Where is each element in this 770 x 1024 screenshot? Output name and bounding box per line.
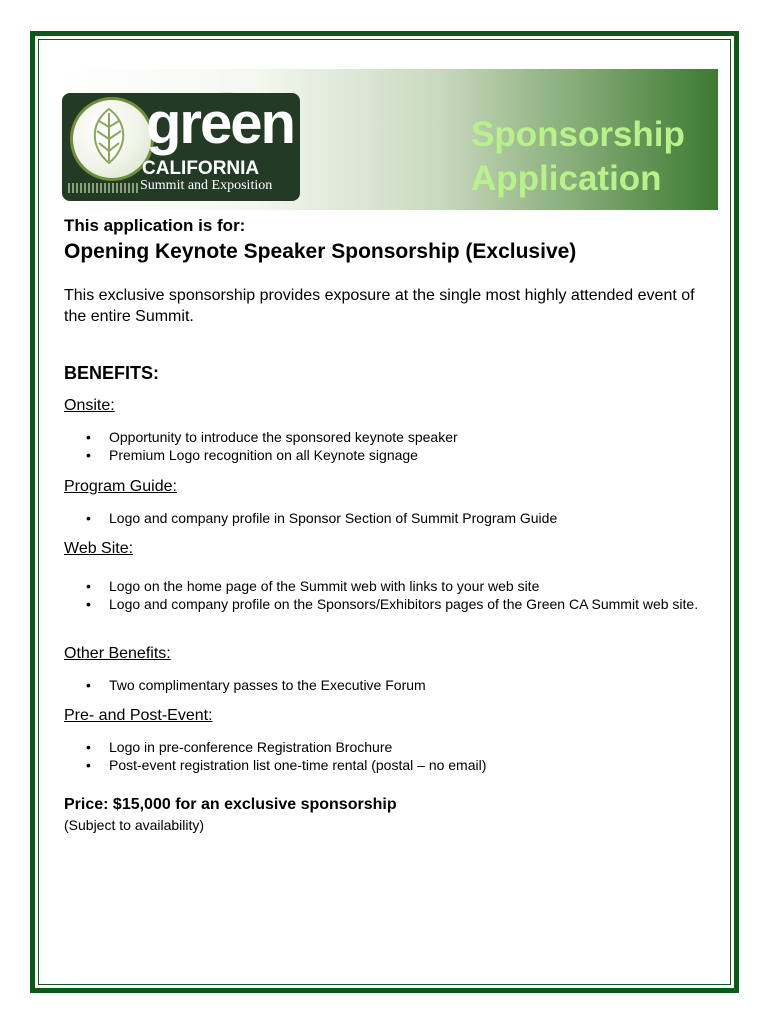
program-guide-list [64,509,704,527]
list-item: • Logo on the home page of the Summit web with links to your web site [64,577,704,595]
intro-paragraph: This exclusive sponsorship provides exposure at the single most highly attended event of the entire Summit. [64,287,695,325]
price-line: Price: $15,000 for an exclusive sponsorship [64,796,397,813]
page-title [471,113,685,201]
title-line-2: Application [471,159,662,198]
section-title-program-guide: Program Guide: [64,478,177,495]
section-title-other-benefits: Other Benefits: [64,645,171,662]
list-item: • Post-event registration list one-time rental (postal – no email) [64,756,704,774]
list-item: • Logo and company profile in Sponsor Section of Summit Program Guide [64,509,704,527]
logo [62,93,300,201]
pre-post-event-list [64,738,704,774]
list-item: • Logo in pre-conference Registration Brochure [64,738,704,756]
other-benefits-list [64,676,704,694]
section-title-onsite: Onsite: [64,397,115,414]
header-banner [54,69,718,210]
application-for-label: This application is for: [64,216,246,235]
logo-tagline: Summit and Exposition [140,178,273,193]
title-line-1: Sponsorship [471,115,685,154]
logo-dots [68,183,138,193]
section-title-web-site: Web Site: [64,540,134,557]
sponsorship-name: Opening Keynote Speaker Sponsorship (Exclusive) [64,240,577,263]
list-item: • Two complimentary passes to the Executive Forum [64,676,704,694]
onsite-list [64,428,704,464]
logo-state: CALIFORNIA [142,158,260,179]
web-site-list [64,577,704,613]
list-item: • Opportunity to introduce the sponsored keynote speaker [64,428,704,446]
list-item: • Premium Logo recognition on all Keynote signage [64,446,704,464]
list-item: • Logo and company profile on the Sponsors/Exhibitors pages of the Green CA Summit web site. [64,595,704,613]
availability-note: (Subject to availability) [64,817,205,833]
logo-word: green [146,91,294,156]
section-title-pre-post-event: Pre- and Post-Event: [64,707,213,724]
benefits-heading: BENEFITS: [64,363,160,383]
